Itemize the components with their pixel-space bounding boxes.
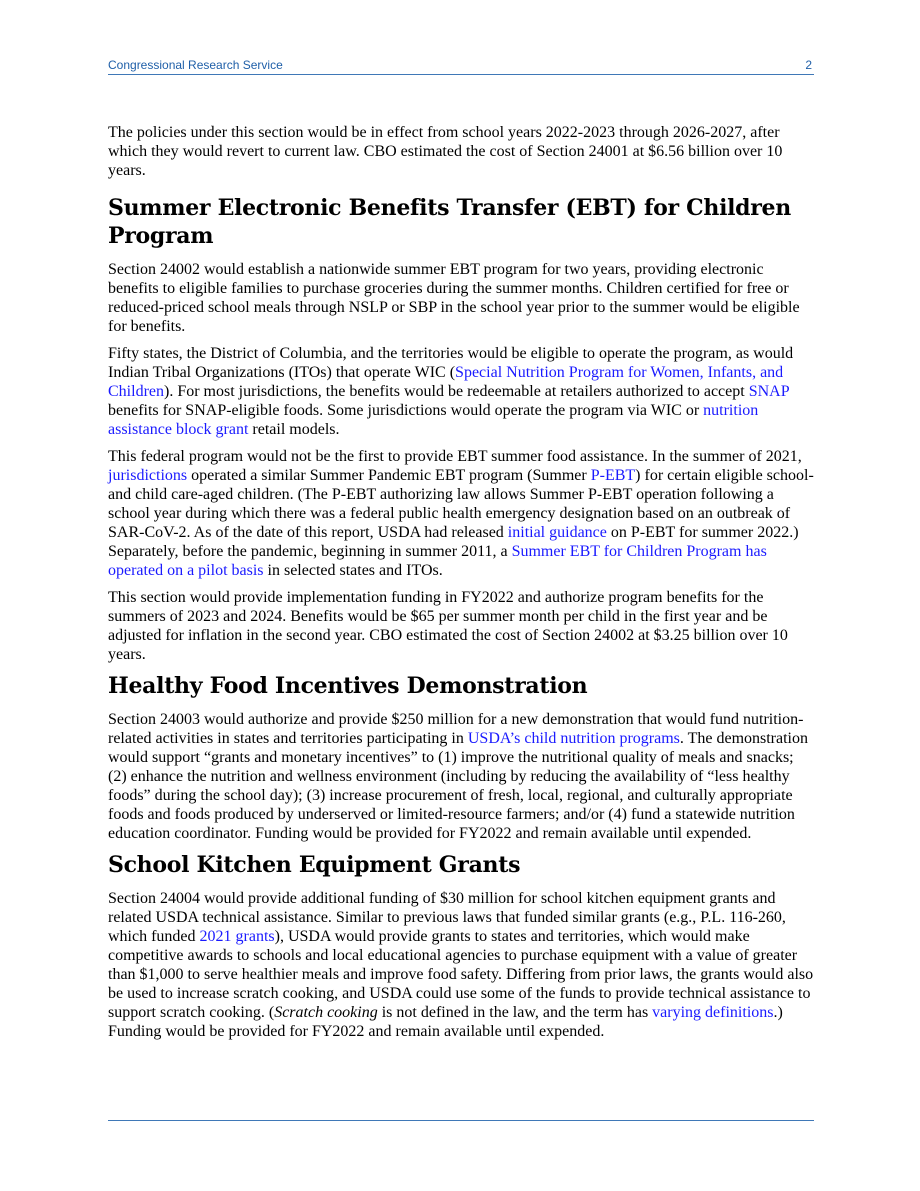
text-run: ) for certain eligible school- and child care-aged children. (The P-EBT authorizing law allows Summer P-EBT operation following a school year during which there was a federal public health emergency designation based on an outbreak of SAR-CoV-2. As of the date of this report, USDA had released	[108, 467, 814, 541]
page-number: 2	[805, 58, 812, 72]
grants-2021-link[interactable]: 2021 grants	[199, 928, 275, 945]
section-heading-summer-ebt: Summer Electronic Benefits Transfer (EBT) for Children Program	[108, 195, 791, 249]
intro-paragraph: The policies under this section would be in effect from school years 2022-2023 through 2026-2027, after which they would revert to current law. CBO estimated the cost of Section 24001 at $6.56 billion over 10 years.	[108, 124, 783, 179]
text-run: Section 24004 would provide additional funding of $30 million for school kitchen equipment grants and related USDA technical assistance. Similar to previous laws that funded similar grants (e.g., P.L. 116-260, which funded	[108, 890, 786, 945]
footer-rule	[108, 1120, 814, 1121]
p-ebt-link[interactable]: P-EBT	[590, 467, 636, 484]
child-nutrition-programs-link[interactable]: USDA’s child nutrition programs	[467, 730, 680, 747]
kitchen-grants-paragraph	[108, 889, 814, 1041]
snap-link[interactable]: SNAP	[748, 383, 790, 400]
section-heading-kitchen-grants: School Kitchen Equipment Grants	[108, 852, 521, 878]
text-run: is not defined in the law, and the term has	[377, 1004, 653, 1021]
text-run: Section 24003 would authorize and provide $250 million for a new demonstration that would fund nutrition-related activities in states and territories participating in	[108, 711, 804, 747]
running-header	[108, 58, 814, 75]
initial-guidance-link[interactable]: initial guidance	[507, 524, 607, 541]
text-run: in selected states and ITOs.	[263, 562, 443, 579]
text-run: ). For most jurisdictions, the benefits would be redeemable at retailers authorized to accept	[164, 383, 749, 400]
text-run: . The demonstration would support “grants and monetary incentives” to (1) improve the nutritional quality of meals and snacks; (2) enhance the nutrition and wellness environment (including by reducing the availability of “less healthy foods” during the school day); (3) increase procurement of fresh, local, regional, and culturally appropriate foods and foods produced by underserved or limited-resource farmers; and/or (4) fund a statewide nutrition education coordinator. Funding would be provided for FY2022 and remain available until expended.	[108, 730, 808, 842]
summer-ebt-paragraph-2	[108, 344, 814, 439]
summer-ebt-paragraph-4: This section would provide implementation funding in FY2022 and authorize program benefits for the summers of 2023 and 2024. Benefits would be $65 per summer month per child in the first year and be adjusted for inflation in the second year. CBO estimated the cost of Section 24002 at $3.25 billion over 10 years.	[108, 589, 788, 663]
pilot-program-link[interactable]: Summer EBT for Children Program has operated on a pilot basis	[108, 543, 767, 579]
summer-ebt-paragraph-1: Section 24002 would establish a nationwide summer EBT program for two years, providing electronic benefits to eligible families to purchase groceries during the summer months. Children certified for free or reduced-priced school meals through NSLP or SBP in the school year prior to the summer would be eligible for benefits.	[108, 261, 800, 335]
healthy-food-paragraph	[108, 710, 814, 843]
jurisdictions-link[interactable]: jurisdictions	[108, 467, 188, 484]
text-run: benefits for SNAP-eligible foods. Some jurisdictions would operate the program via WIC or	[108, 402, 704, 419]
block-grant-link[interactable]: nutrition assistance block grant	[108, 402, 759, 438]
document-body	[108, 123, 814, 1049]
text-run: retail models.	[248, 421, 340, 438]
section-heading-healthy-food: Healthy Food Incentives Demonstration	[108, 673, 588, 699]
summer-ebt-paragraph-3	[108, 447, 814, 580]
text-run: operated a similar Summer Pandemic EBT program (Summer	[187, 467, 591, 484]
scratch-cooking-term: Scratch cooking	[274, 1004, 378, 1021]
varying-definitions-link[interactable]: varying definitions	[652, 1004, 774, 1021]
text-run: ), USDA would provide grants to states and territories, which would make competitive awards to schools and local educational agencies to purchase equipment with a value of greater than $1,000 to serve healthier meals and improve food safety. Differing from prior laws, the grants would also be used to increase scratch cooking, and USDA could use some of the funds to provide technical assistance to support scratch cooking. (	[108, 928, 814, 1021]
header-org-name: Congressional Research Service	[108, 58, 283, 72]
text-run: This federal program would not be the first to provide EBT summer food assistance. In the summer of 2021,	[108, 448, 802, 465]
wic-link[interactable]: Special Nutrition Program for Women, Infants, and Children	[108, 364, 784, 400]
text-run: on P-EBT for summer 2022.) Separately, before the pandemic, beginning in summer 2011, a	[108, 524, 799, 560]
text-run: Fifty states, the District of Columbia, and the territories would be eligible to operate the program, as would Indian Tribal Organizations (ITOs) that operate WIC (	[108, 345, 794, 381]
text-run: .) Funding would be provided for FY2022 and remain available until expended.	[108, 1004, 783, 1040]
